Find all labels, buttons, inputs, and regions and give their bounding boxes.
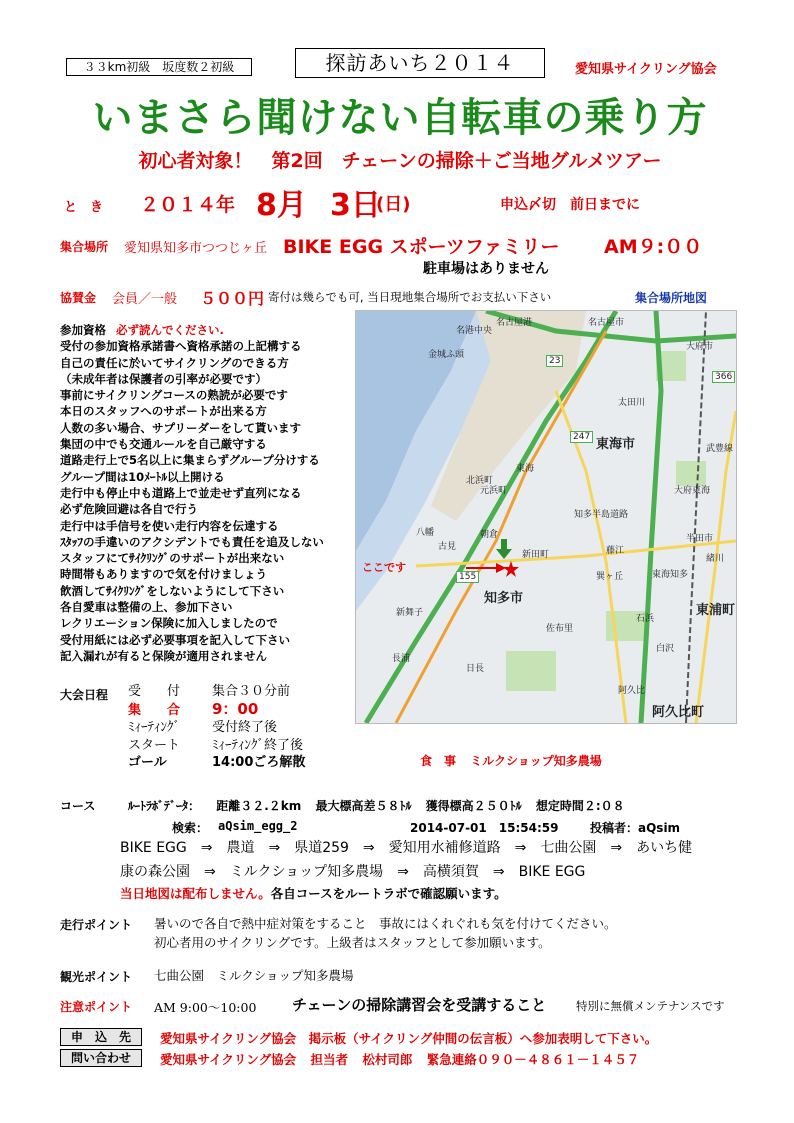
requirement-item: 記入漏れが有ると保険が適用されません	[60, 648, 267, 663]
map-place-label: 朝倉	[480, 530, 499, 540]
requirement-item: 事前にサイクリングコースの熟読が必要です	[60, 388, 288, 403]
map-place-label: 藤江	[606, 546, 625, 556]
course-elevation-gain: 獲得標高２５０ﾄﾙ	[425, 799, 522, 813]
map-place-label: 阿久比	[618, 686, 646, 696]
map-place-label: 八幡	[416, 528, 435, 538]
green-pin-marker	[501, 539, 507, 549]
route-poster: 投稿者：aQsim	[590, 821, 681, 835]
map-place-label: 東海	[516, 464, 535, 474]
apply-text: 愛知県サイクリング協会 掲示板（サイクリング仲間の伝言板）へ参加表明して下さい。	[160, 1031, 658, 1046]
route-line: BIKE EGG ⇒ 農道 ⇒ 県道259 ⇒ 愛知用水補修道路 ⇒ 七曲公園 ⇒ あいち健	[120, 840, 693, 856]
requirement-item: グループ間は10ﾒｰﾄﾙ以上開ける	[60, 469, 225, 484]
map-notice-red: 当日地図は配布しません。	[120, 886, 271, 901]
meeting-label: 集合場所	[60, 240, 109, 254]
requirement-item: 本日のスタッフへのサポートが出来る方	[60, 404, 267, 419]
map-place-label: 大府市	[686, 342, 714, 352]
fee-amount: ５００円	[200, 289, 265, 308]
meeting-star-marker	[503, 561, 519, 577]
schedule-item: ﾐｨｰﾃｨﾝｸﾞ	[128, 720, 180, 735]
map-title: 集合場所地図	[635, 291, 708, 305]
schedule-time: 14:00ごろ解散	[212, 755, 306, 770]
requirement-item: 各自愛車は整備の上、参加下さい	[60, 600, 233, 615]
requirement-item: スタッフにてｻｲｸﾘﾝｸﾞのサポートが出来ない	[60, 551, 285, 566]
map-place-label: 太田川	[618, 398, 646, 408]
requirement-item: ｽﾀｯﾌの手違いのアクシデントでも責任を追及しない	[60, 534, 324, 549]
schedule-time: ﾐｨｰﾃｨﾝｸﾞ終了後	[212, 737, 304, 753]
requirement-item: 受付の参加資格承諾書へ資格承諾の上記構する	[60, 339, 302, 354]
schedule-time: 受付終了後	[212, 720, 278, 735]
main-road	[416, 541, 736, 566]
schedule-row	[128, 701, 305, 720]
map-route-number: 247	[570, 431, 593, 443]
map-place-label: 佐布里	[546, 624, 574, 634]
date-year: ２０１４年	[140, 194, 236, 216]
map-place-label: 長浦	[392, 654, 411, 664]
map-place-label: 北浜町	[466, 476, 494, 486]
schedule-table	[128, 683, 305, 772]
parking-notice: 駐車場はありません	[423, 261, 549, 277]
meeting-venue: BIKE EGG スポーツファミリー	[283, 236, 560, 258]
map-place-label: 白沢	[656, 644, 675, 654]
map-place-label: 名古屋港	[496, 318, 533, 328]
map-place-label: 古見	[438, 542, 457, 552]
organizer-name: 愛知県サイクリング協会	[575, 62, 717, 77]
search-label: 検索：	[172, 821, 209, 835]
caution-time: AM 9:00～10:00	[154, 1000, 257, 1015]
course-stats	[128, 797, 625, 814]
requirement-item: 時間帯もありますので気を付けましょう	[60, 567, 267, 582]
map-place-label: 金城ふ頭	[428, 350, 465, 360]
map-notice-black: 各自コースをルートラボで確認願います。	[270, 886, 507, 901]
contact-org: 愛知県サイクリング協会	[160, 1052, 297, 1067]
contact-person: 松村司郎	[362, 1052, 413, 1067]
map-place-label: 日長	[466, 664, 485, 674]
caution-tail: 特別に無償メンテナンスです	[576, 999, 725, 1013]
sightseeing-label: 観光ポイント	[60, 970, 133, 984]
event-series-title: 探訪あいち２０１４	[295, 48, 545, 78]
requirements-section	[60, 322, 354, 664]
course-estimated-time: 想定時間２:０８	[535, 799, 625, 813]
requirements-label: 参加資格	[60, 323, 106, 337]
route-line: 康の森公園 ⇒ ミルクショップ知多農場 ⇒ 高横須賀 ⇒ BIKE EGG	[120, 864, 586, 880]
schedule-time: 9：00	[212, 699, 259, 718]
schedule-row	[128, 754, 305, 772]
requirement-item: （未成年者は保護者の引率が必要です）	[60, 371, 267, 386]
meal-place: ミルクショップ知多農場	[470, 754, 602, 768]
course-max-elevation: 最大標高差５８ﾄﾙ	[315, 799, 412, 813]
riding-point-line: 初心者用のサイクリングです。上級者はスタッフとして参加願います。	[154, 935, 551, 950]
map-place-label: 名古屋市	[588, 318, 625, 328]
date-label: と き	[64, 200, 104, 215]
apply-label: 申 込 先	[60, 1028, 142, 1046]
must-read-note: 必ず読んでください.	[116, 323, 224, 337]
green-pin-marker-head	[496, 549, 512, 559]
routelab-label: ﾙｰﾄﾗﾎﾞﾃﾞｰﾀ：	[128, 799, 201, 813]
requirement-item: 集団の中でも交通ルールを自己厳守する	[60, 437, 267, 452]
map-place-label: 石浜	[636, 614, 655, 624]
meeting-place: 愛知県知多市つつじヶ丘	[124, 241, 268, 256]
application-deadline: 申込〆切 前日までに	[500, 197, 640, 213]
map-place-label: 武豊線	[706, 444, 734, 454]
map-place-label: 新舞子	[396, 608, 424, 618]
date-month: 8月	[256, 188, 307, 223]
map-city-label: 阿久比町	[652, 705, 705, 720]
course-label: コース	[60, 799, 96, 813]
requirement-item: 走行中は手信号を使い走行内容を伝達する	[60, 518, 279, 533]
meeting-time: AM９:００	[604, 236, 703, 258]
emergency-phone[interactable]: ０９０－４８６１－１４５７	[476, 1052, 640, 1067]
main-title: いまさら聞けない自転車の乗り方	[92, 95, 708, 141]
map-place-label: 巽ヶ丘	[596, 572, 624, 582]
route-timestamp: 2014-07-01 15:54:59	[410, 821, 559, 835]
fee-note: 寄付は幾らでも可, 当日現地集合場所でお支払い下さい	[268, 290, 552, 304]
course-distance: 距離３２.２km	[216, 799, 302, 813]
fee-category: 会員／一般	[112, 292, 178, 307]
meal-info	[420, 752, 602, 769]
map-place-label: 緒川	[706, 554, 725, 564]
caution-main: チェーンの掃除講習会を受講すること	[292, 996, 547, 1014]
sightseeing-spots: 七曲公園 ミルクショップ知多農場	[154, 968, 354, 983]
contact-info	[160, 1050, 639, 1068]
requirements-heading	[60, 322, 354, 338]
schedule-item: 集 合	[128, 702, 181, 718]
map-place-label: 知多半島道路	[574, 510, 629, 520]
main-road	[696, 411, 736, 723]
requirement-item: 受付用紙には必ず必要事項を記入して下さい	[60, 632, 290, 647]
expressway-line	[641, 311, 661, 723]
schedule-item: ゴール	[128, 755, 167, 770]
map-notice	[120, 884, 507, 902]
riding-point-label: 走行ポイント	[60, 918, 133, 932]
map-route-number: 155	[456, 571, 479, 583]
caution-label: 注意ポイント	[60, 1000, 133, 1014]
riding-point-line: 暑いので各自で熱中症対策をすること 事故にはくれぐれも気を付けてください。	[154, 916, 617, 931]
schedule-row	[128, 683, 305, 701]
map-place-label: 東海知多	[652, 570, 689, 580]
schedule-item: 受 付	[128, 684, 181, 699]
schedule-row	[128, 737, 305, 755]
subtitle: 初心者対象！ 第2回 チェーンの掃除＋ご当地グルメツアー	[138, 150, 662, 172]
requirement-item: レクリエーション保険に加入しましたので	[60, 616, 278, 631]
requirement-item: 道路走行上で5名以上に集まらずグループ分けする	[60, 453, 320, 468]
map-place-label: 名港中央	[456, 326, 493, 336]
map-place-label: 元浜町	[480, 486, 508, 496]
schedule-label: 大会日程	[60, 688, 109, 702]
map-route-number: 366	[712, 371, 735, 383]
meal-label: 食 事	[420, 754, 457, 768]
map-place-label: 大府東海	[674, 486, 711, 496]
emergency-label: 緊急連絡	[426, 1052, 477, 1067]
requirement-item: 飲酒してｻｲｸﾘﾝｸﾞをしないようにして下さい	[60, 583, 285, 598]
requirement-item: 人数の多い場合、サプリーダーをして貰います	[60, 420, 302, 435]
requirement-item: 自己の責任に於いてサイクリングのできる方	[60, 355, 289, 370]
map-city-label: 東浦町	[696, 603, 736, 618]
schedule-time: 集合３０分前	[212, 684, 291, 699]
date-weekday: (日)	[376, 194, 411, 215]
map-route-number: 23	[546, 355, 563, 367]
meeting-place-map[interactable]	[355, 310, 737, 724]
schedule-row	[128, 719, 305, 737]
here-label: ここです	[362, 561, 406, 574]
date-day: 3日	[330, 188, 381, 223]
level-badge: ３３km初級 坂度数２初級	[66, 58, 252, 76]
map-graphic	[356, 311, 736, 723]
map-city-label: 知多市	[484, 591, 524, 606]
contact-person-label: 担当者	[310, 1052, 349, 1067]
map-place-label: 半田市	[686, 534, 714, 544]
contact-label: 問い合わせ	[60, 1049, 142, 1067]
park-area	[506, 651, 556, 691]
route-search-id[interactable]: aQsim_egg_2	[218, 819, 298, 833]
map-place-label: 新田町	[522, 550, 550, 560]
requirement-item: 必ず危険回避は各自で行う	[60, 502, 198, 517]
schedule-item: スタート	[128, 737, 181, 753]
map-city-label: 東海市	[596, 437, 636, 452]
requirement-item: 走行中も停止中も道路上で並走せず直列になる	[60, 485, 302, 500]
fee-label: 協賛金	[60, 291, 97, 305]
